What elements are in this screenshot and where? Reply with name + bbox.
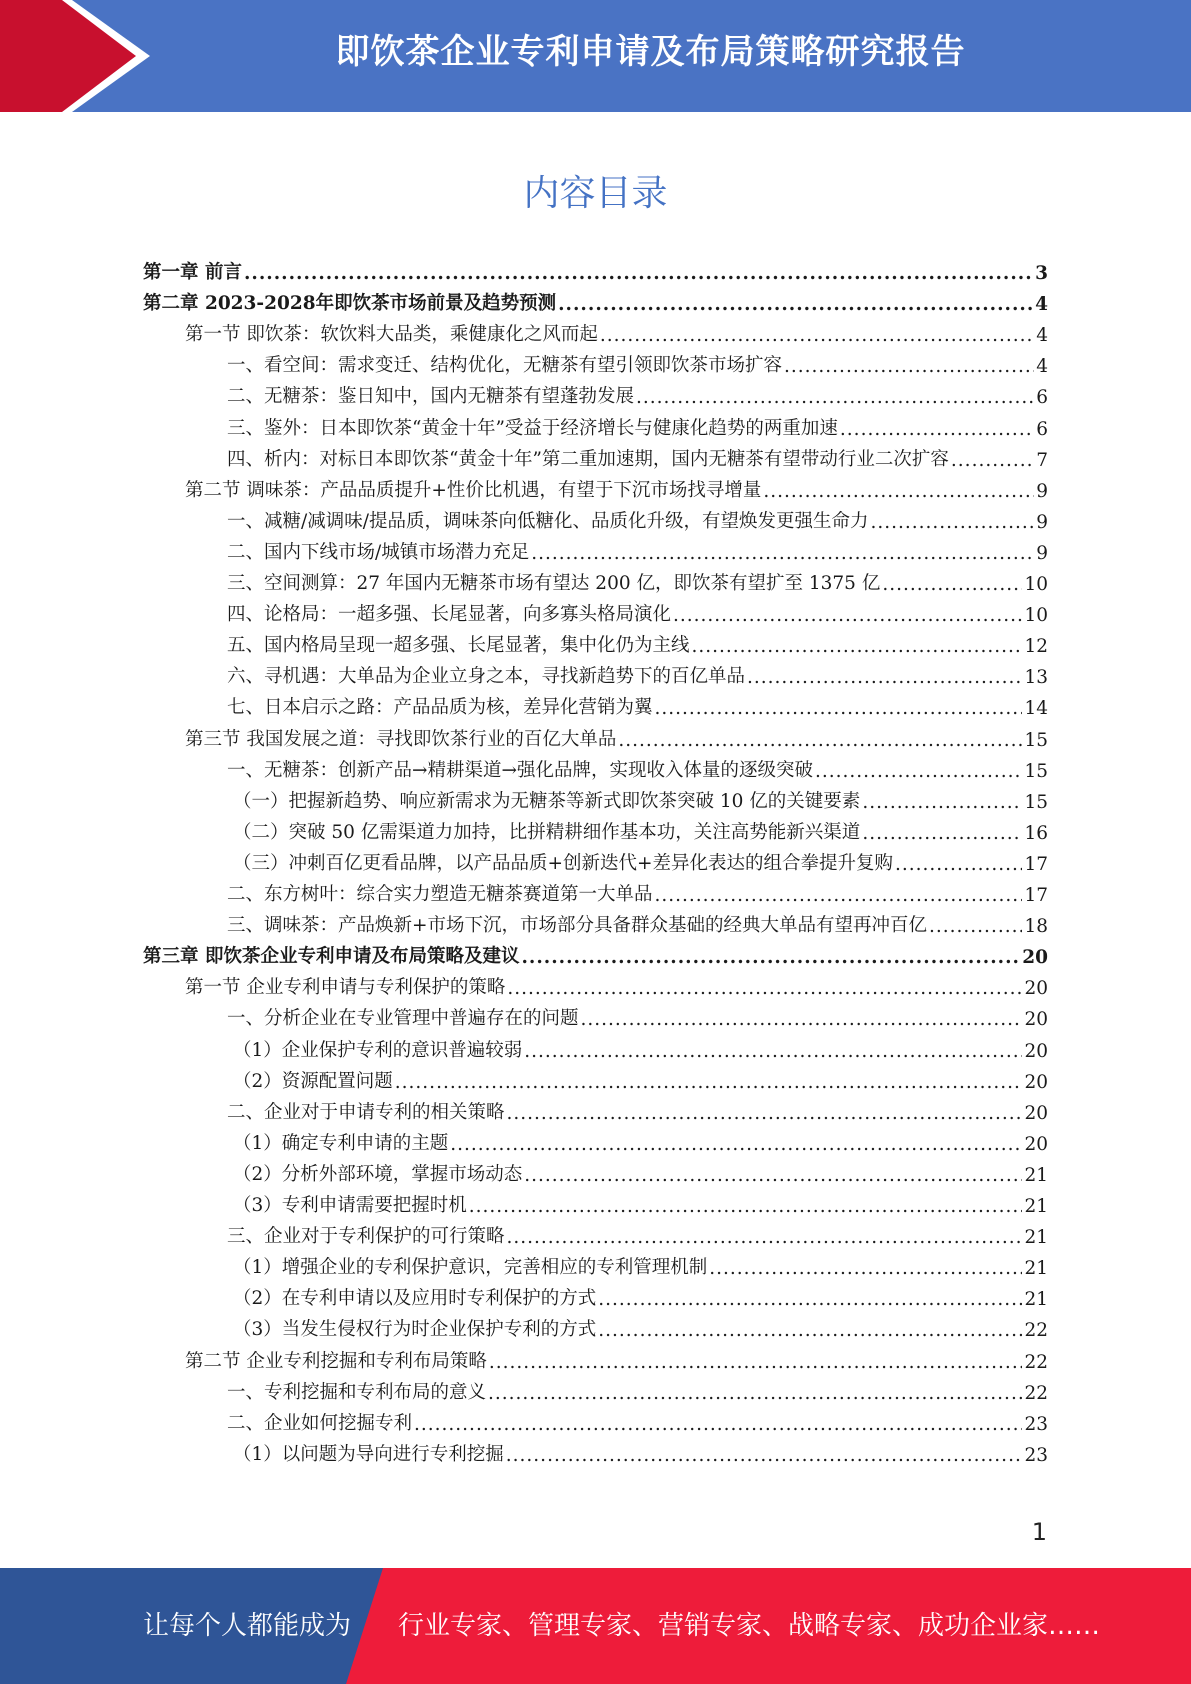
toc-entry-page: 23 xyxy=(1024,1445,1048,1466)
toc-entry[interactable] xyxy=(185,1342,1048,1373)
toc-entry[interactable] xyxy=(233,1248,1048,1279)
toc-leader-dots xyxy=(489,1352,1023,1373)
header-arrow-icon xyxy=(0,0,150,112)
toc-leader-dots xyxy=(709,1258,1022,1279)
toc-leader-dots xyxy=(506,1445,1023,1466)
toc-entry-page: 15 xyxy=(1024,761,1048,782)
toc-entry[interactable] xyxy=(227,377,1048,408)
toc-entry-page: 13 xyxy=(1024,667,1048,688)
toc-leader-dots xyxy=(784,356,1034,377)
toc-entry[interactable] xyxy=(227,440,1048,471)
toc-heading: 内容目录 xyxy=(523,173,668,214)
toc-entry-label: （1）增强企业的专利保护意识，完善相应的专利管理机制 xyxy=(233,1257,708,1278)
toc-entry-page: 20 xyxy=(1024,1009,1048,1030)
toc-leader-dots xyxy=(507,1227,1023,1248)
toc-entry-page: 21 xyxy=(1024,1289,1048,1310)
toc-entry[interactable] xyxy=(185,720,1048,751)
toc-entry-label: 四、论格局：一超多强、长尾显著，向多寡头格局演化 xyxy=(227,604,672,625)
toc-entry-page: 4 xyxy=(1036,356,1048,377)
toc-leader-dots xyxy=(655,698,1023,719)
toc-entry-label: 第二节 调味茶：产品品质提升+性价比机遇，有望于下沉市场找寻增量 xyxy=(185,480,762,501)
toc-entry-page: 22 xyxy=(1024,1352,1048,1373)
toc-entry-label: 二、企业对于申请专利的相关策略 xyxy=(227,1102,505,1123)
toc-entry-label: 第二节 企业专利挖掘和专利布局策略 xyxy=(185,1351,487,1372)
toc-entry[interactable] xyxy=(233,782,1048,813)
toc-entry-page: 21 xyxy=(1024,1227,1048,1248)
toc-entry-label: 第三章 即饮茶企业专利申请及布局策略及建议 xyxy=(143,946,520,967)
toc-entry[interactable] xyxy=(227,409,1048,440)
toc-entry-page: 6 xyxy=(1036,387,1048,408)
toc-entry[interactable] xyxy=(227,533,1048,564)
toc-leader-dots xyxy=(598,1320,1022,1341)
toc-entry-label: 一、分析企业在专业管理中普遍存在的问题 xyxy=(227,1008,579,1029)
toc-entry[interactable] xyxy=(143,937,1048,968)
footer-slogan-left: 让每个人都能成为 xyxy=(143,1611,352,1641)
toc-entry-label: 二、东方树叶：综合实力塑造无糖茶赛道第一大单品 xyxy=(227,884,653,905)
toc-entry-page: 20 xyxy=(1024,1103,1048,1124)
toc-leader-dots xyxy=(840,419,1034,440)
toc-entry-page: 18 xyxy=(1024,916,1048,937)
toc-entry-page: 3 xyxy=(1035,263,1048,284)
toc-entry-page: 23 xyxy=(1024,1414,1048,1435)
footer-banner xyxy=(0,1568,1191,1684)
toc-entry-page: 9 xyxy=(1036,512,1048,533)
toc-leader-dots xyxy=(636,387,1034,408)
toc-entry[interactable] xyxy=(227,657,1048,688)
page-number: 1 xyxy=(1031,1518,1047,1546)
toc-leader-dots xyxy=(488,1383,1022,1404)
toc-entry-label: 六、寻机遇：大单品为企业立身之本，寻找新趋势下的百亿单品 xyxy=(227,666,746,687)
toc-entry-label: （1）确定专利申请的主题 xyxy=(233,1133,449,1154)
toc-leader-dots xyxy=(244,263,1033,284)
toc-entry-label: 一、减糖/减调味/提品质，调味茶向低糖化、品质化升级，有望焕发更强生命力 xyxy=(227,511,869,532)
toc-entry[interactable] xyxy=(233,813,1048,844)
toc-entry-label: 三、空间测算：27 年国内无糖茶市场有望达 200 亿，即饮茶有望扩至 1375 亿 xyxy=(227,573,881,594)
toc-entry-label: 第一节 企业专利申请与专利保护的策略 xyxy=(185,977,506,998)
toc-entry-label: 二、无糖茶：鉴日知中，国内无糖茶有望蓬勃发展 xyxy=(227,386,635,407)
toc-entry-label: 一、无糖茶：创新产品→精耕渠道→强化品牌，实现收入体量的逐级突破 xyxy=(227,760,814,781)
toc-leader-dots xyxy=(815,761,1022,782)
toc-entry-page: 9 xyxy=(1036,543,1048,564)
toc-entry[interactable] xyxy=(227,1093,1048,1124)
toc-leader-dots xyxy=(598,1289,1022,1310)
toc-entry-page: 20 xyxy=(1024,1041,1048,1062)
toc-entry[interactable] xyxy=(233,1279,1048,1310)
toc-entry-label: 三、鉴外：日本即饮茶“黄金十年”受益于经济增长与健康化趋势的两重加速 xyxy=(227,418,838,439)
toc-entry-page: 10 xyxy=(1024,574,1048,595)
toc-entry-label: （2）在专利申请以及应用时专利保护的方式 xyxy=(233,1288,597,1309)
toc-entry-page: 4 xyxy=(1036,325,1048,346)
toc-entry[interactable] xyxy=(233,844,1048,875)
toc-entry-label: （2）分析外部环境，掌握市场动态 xyxy=(233,1164,523,1185)
toc-leader-dots xyxy=(581,1009,1023,1030)
toc-entry[interactable] xyxy=(227,688,1048,719)
toc-leader-dots xyxy=(531,543,1034,564)
footer-slogan-right: 行业专家、管理专家、营销专家、战略专家、成功企业家…… xyxy=(398,1611,1101,1641)
toc-entry-page: 20 xyxy=(1024,1072,1048,1093)
toc-leader-dots xyxy=(951,450,1034,471)
toc-entry-label: （三）冲刺百亿更看品牌，以产品品质+创新迭代+差异化表达的组合拳提升复购 xyxy=(233,853,894,874)
toc-entry-label: 二、企业如何挖掘专利 xyxy=(227,1413,413,1434)
toc-entry[interactable] xyxy=(227,906,1048,937)
toc-entry-page: 4 xyxy=(1035,294,1048,315)
toc-entry-label: 第二章 2023-2028年即饮茶市场前景及趋势预测 xyxy=(143,293,557,314)
toc-entry[interactable] xyxy=(233,1310,1048,1341)
toc-entry[interactable] xyxy=(227,875,1048,906)
toc-entry-label: （2）资源配置问题 xyxy=(233,1071,393,1092)
toc-entry-label: 三、调味茶：产品焕新+市场下沉，市场部分具备群众基础的经典大单品有望再冲百亿 xyxy=(227,915,928,936)
toc-entry-page: 15 xyxy=(1024,792,1048,813)
toc-entry-page: 21 xyxy=(1024,1196,1048,1217)
toc-entry-label: 四、析内：对标日本即饮茶“黄金十年”第二重加速期，国内无糖茶有望带动行业二次扩容 xyxy=(227,449,949,470)
toc-entry-page: 9 xyxy=(1036,481,1048,502)
header-banner xyxy=(0,0,1191,112)
toc-leader-dots xyxy=(558,294,1033,315)
toc-entry-label: 五、国内格局呈现一超多强、长尾显著，集中化仍为主线 xyxy=(227,635,690,656)
toc-entry-page: 6 xyxy=(1036,419,1048,440)
toc-leader-dots xyxy=(862,823,1022,844)
toc-leader-dots xyxy=(862,792,1022,813)
toc-leader-dots xyxy=(600,325,1034,346)
toc-entry-page: 10 xyxy=(1024,605,1048,626)
toc-leader-dots xyxy=(747,667,1022,688)
toc-entry-label: （1）以问题为导向进行专利挖掘 xyxy=(233,1444,504,1465)
toc-leader-dots xyxy=(673,605,1022,626)
toc-entry[interactable] xyxy=(233,1155,1048,1186)
toc-entry-label: （3）专利申请需要把握时机 xyxy=(233,1195,467,1216)
toc-entry-page: 20 xyxy=(1024,1134,1048,1155)
toc-entry[interactable] xyxy=(233,1062,1048,1093)
toc-leader-dots xyxy=(395,1072,1023,1093)
toc-entry[interactable] xyxy=(185,471,1048,502)
toc-leader-dots xyxy=(870,512,1034,533)
toc-leader-dots xyxy=(414,1414,1022,1435)
toc-entry-label: 第一章 前言 xyxy=(143,262,242,283)
toc-entry[interactable] xyxy=(233,1124,1048,1155)
toc-entry-label: （3）当发生侵权行为时企业保护专利的方式 xyxy=(233,1319,597,1340)
toc-entry-page: 7 xyxy=(1036,450,1048,471)
toc-entry-page: 21 xyxy=(1024,1258,1048,1279)
toc-leader-dots xyxy=(618,730,1022,751)
toc-entry-label: 一、专利挖掘和专利布局的意义 xyxy=(227,1382,487,1403)
toc-entry[interactable] xyxy=(227,1373,1048,1404)
toc-entry-page: 12 xyxy=(1024,636,1048,657)
toc-entry-page: 15 xyxy=(1024,730,1048,751)
toc-entry-label: （一）把握新趋势、响应新需求为无糖茶等新式即饮茶突破 10 亿的关键要素 xyxy=(233,791,861,812)
toc-entry[interactable] xyxy=(185,968,1048,999)
toc-leader-dots xyxy=(450,1134,1022,1155)
toc-entry[interactable] xyxy=(227,595,1048,626)
toc-entry-page: 22 xyxy=(1024,1383,1048,1404)
toc-entry[interactable] xyxy=(143,253,1048,284)
toc-entry-label: 一、看空间：需求变迁、结构优化，无糖茶有望引领即饮茶市场扩容 xyxy=(227,355,783,376)
toc-entry[interactable] xyxy=(227,751,1048,782)
toc-entry-label: 二、国内下线市场/城镇市场潜力充足 xyxy=(227,542,530,563)
toc-leader-dots xyxy=(507,978,1022,999)
toc-entry[interactable] xyxy=(227,564,1048,595)
toc-entry[interactable] xyxy=(227,346,1048,377)
toc-entry-label: 七、日本启示之路：产品品质为核，差异化营销为翼 xyxy=(227,697,653,718)
toc-entry-label: （1）企业保护专利的意识普遍较弱 xyxy=(233,1040,523,1061)
toc-leader-dots xyxy=(882,574,1022,595)
toc-entry-page: 14 xyxy=(1024,698,1048,719)
toc-entry[interactable] xyxy=(227,1404,1048,1435)
toc-leader-dots xyxy=(521,947,1020,968)
toc-entry[interactable] xyxy=(227,626,1048,657)
toc-entry-label: 第三节 我国发展之道：寻找即饮茶行业的百亿大单品 xyxy=(185,729,617,750)
toc-leader-dots xyxy=(763,481,1034,502)
toc-entry[interactable] xyxy=(233,1186,1048,1217)
toc-leader-dots xyxy=(524,1041,1022,1062)
toc-entry[interactable] xyxy=(227,1217,1048,1248)
toc-entry[interactable] xyxy=(185,315,1048,346)
toc-entry-page: 21 xyxy=(1024,1165,1048,1186)
toc-leader-dots xyxy=(692,636,1023,657)
toc-leader-dots xyxy=(929,916,1022,937)
toc-entry-label: 第一节 即饮茶：软饮料大品类，乘健康化之风而起 xyxy=(185,324,598,345)
toc-entry-page: 17 xyxy=(1024,885,1048,906)
toc-entry-page: 17 xyxy=(1024,854,1048,875)
toc-entry[interactable] xyxy=(227,999,1048,1030)
toc-entry-label: （二）突破 50 亿需渠道力加持，比拼精耕细作基本功，关注高势能新兴渠道 xyxy=(233,822,861,843)
toc-entry-page: 20 xyxy=(1024,978,1048,999)
toc-leader-dots xyxy=(469,1196,1023,1217)
toc-entry[interactable] xyxy=(233,1435,1048,1466)
toc-entry[interactable] xyxy=(227,502,1048,533)
report-title: 即饮茶企业专利申请及布局策略研究报告 xyxy=(335,32,966,72)
toc-leader-dots xyxy=(895,854,1022,875)
toc-entry[interactable] xyxy=(233,1031,1048,1062)
toc-entry-page: 20 xyxy=(1022,947,1048,968)
toc-entry-page: 22 xyxy=(1024,1320,1048,1341)
toc-entry[interactable] xyxy=(143,284,1048,315)
toc-entry-page: 16 xyxy=(1024,823,1048,844)
toc-entry-label: 三、企业对于专利保护的可行策略 xyxy=(227,1226,505,1247)
toc-leader-dots xyxy=(507,1103,1023,1124)
toc-leader-dots xyxy=(524,1165,1022,1186)
toc-leader-dots xyxy=(655,885,1023,906)
